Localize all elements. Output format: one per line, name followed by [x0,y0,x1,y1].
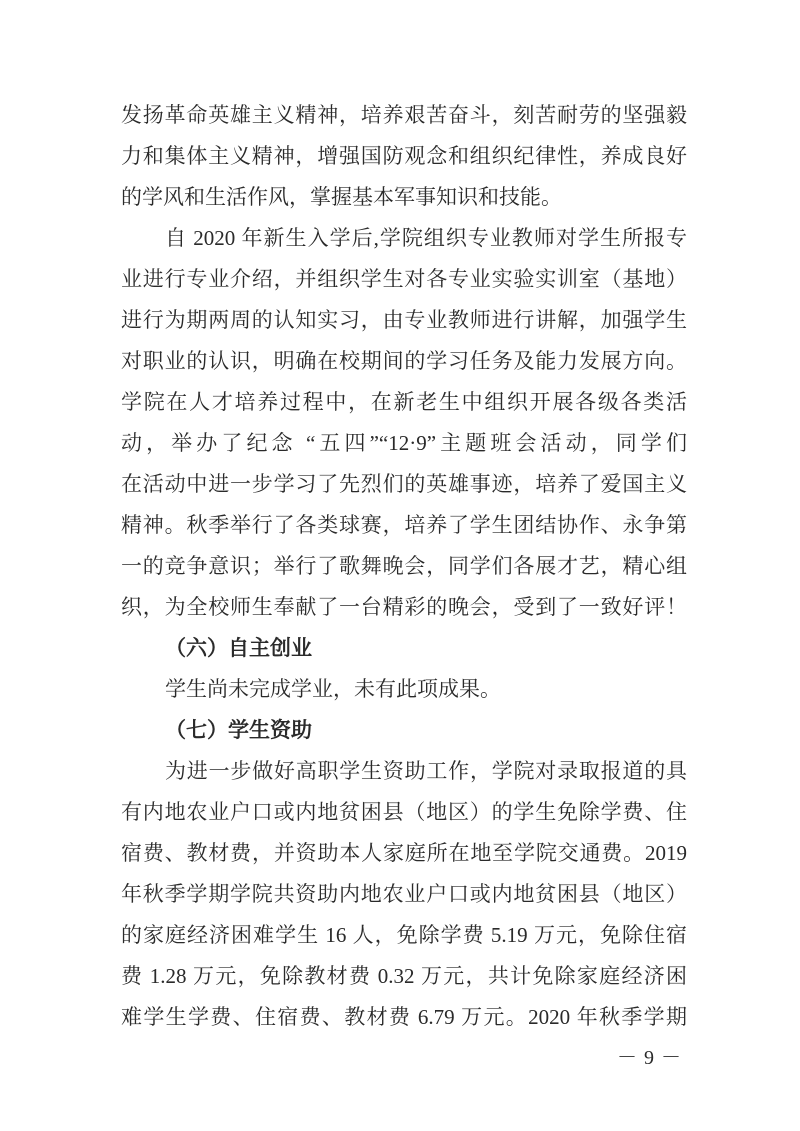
section-heading: （六）自主创业 [165,636,312,660]
page-footer [617,1044,682,1072]
text-line: 进行为期两周的认知实习，由专业教师进行讲解，加强学生 [121,308,687,332]
text-line: 的学风和生活作风，掌握基本军事知识和技能。 [121,185,562,209]
document-body [121,95,687,1038]
text-line: 难学生学费、住宿费、教材费 6.79 万元。2020 年秋季学期 [121,1005,687,1029]
page-number: － 9 － [617,1047,682,1069]
text-line: 的家庭经济困难学生 16 人，免除学费 5.19 万元，免除住宿 [121,923,687,947]
text-line: 一的竞争意识；举行了歌舞晚会，同学们各展才艺，精心组 [121,554,687,578]
text-line: 学院在人才培养过程中，在新老生中组织开展各级各类活 [121,390,687,414]
text-line: 宿费、教材费，并资助本人家庭所在地至学院交通费。2019 [121,841,687,865]
text-line: 力和集体主义精神，增强国防观念和组织纪律性，养成良好 [121,144,687,168]
text-line: 年秋季学期学院共资助内地农业户口或内地贫困县（地区） [121,882,687,906]
text-line: 精神。秋季举行了各类球赛，培养了学生团结协作、永争第 [121,513,687,537]
text-line: 动，举办了纪念 “五四”“12·9”主题班会活动，同学们 [121,431,687,455]
text-line: 发扬革命英雄主义精神，培养艰苦奋斗，刻苦耐劳的坚强毅 [121,103,687,127]
text-line: 对职业的认识，明确在校期间的学习任务及能力发展方向。 [121,349,687,373]
text-line: 自 2020 年新生入学后,学院组织专业教师对学生所报专 [165,226,687,250]
text-line: 在活动中进一步学习了先烈们的英雄事迹，培养了爱国主义 [121,472,687,496]
section-heading: （七）学生资助 [165,718,312,742]
text-line: 费 1.28 万元，免除教材费 0.32 万元，共计免除家庭经济困 [121,964,687,988]
text-line: 学生尚未完成学业，未有此项成果。 [165,677,501,701]
text-line: 为进一步做好高职学生资助工作，学院对录取报道的具 [165,759,687,783]
text-line: 业进行专业介绍，并组织学生对各专业实验实训室（基地） [121,267,687,291]
text-line: 织，为全校师生奉献了一台精彩的晚会，受到了一致好评！ [121,595,687,619]
text-line: 有内地农业户口或内地贫困县（地区）的学生免除学费、住 [121,800,687,824]
